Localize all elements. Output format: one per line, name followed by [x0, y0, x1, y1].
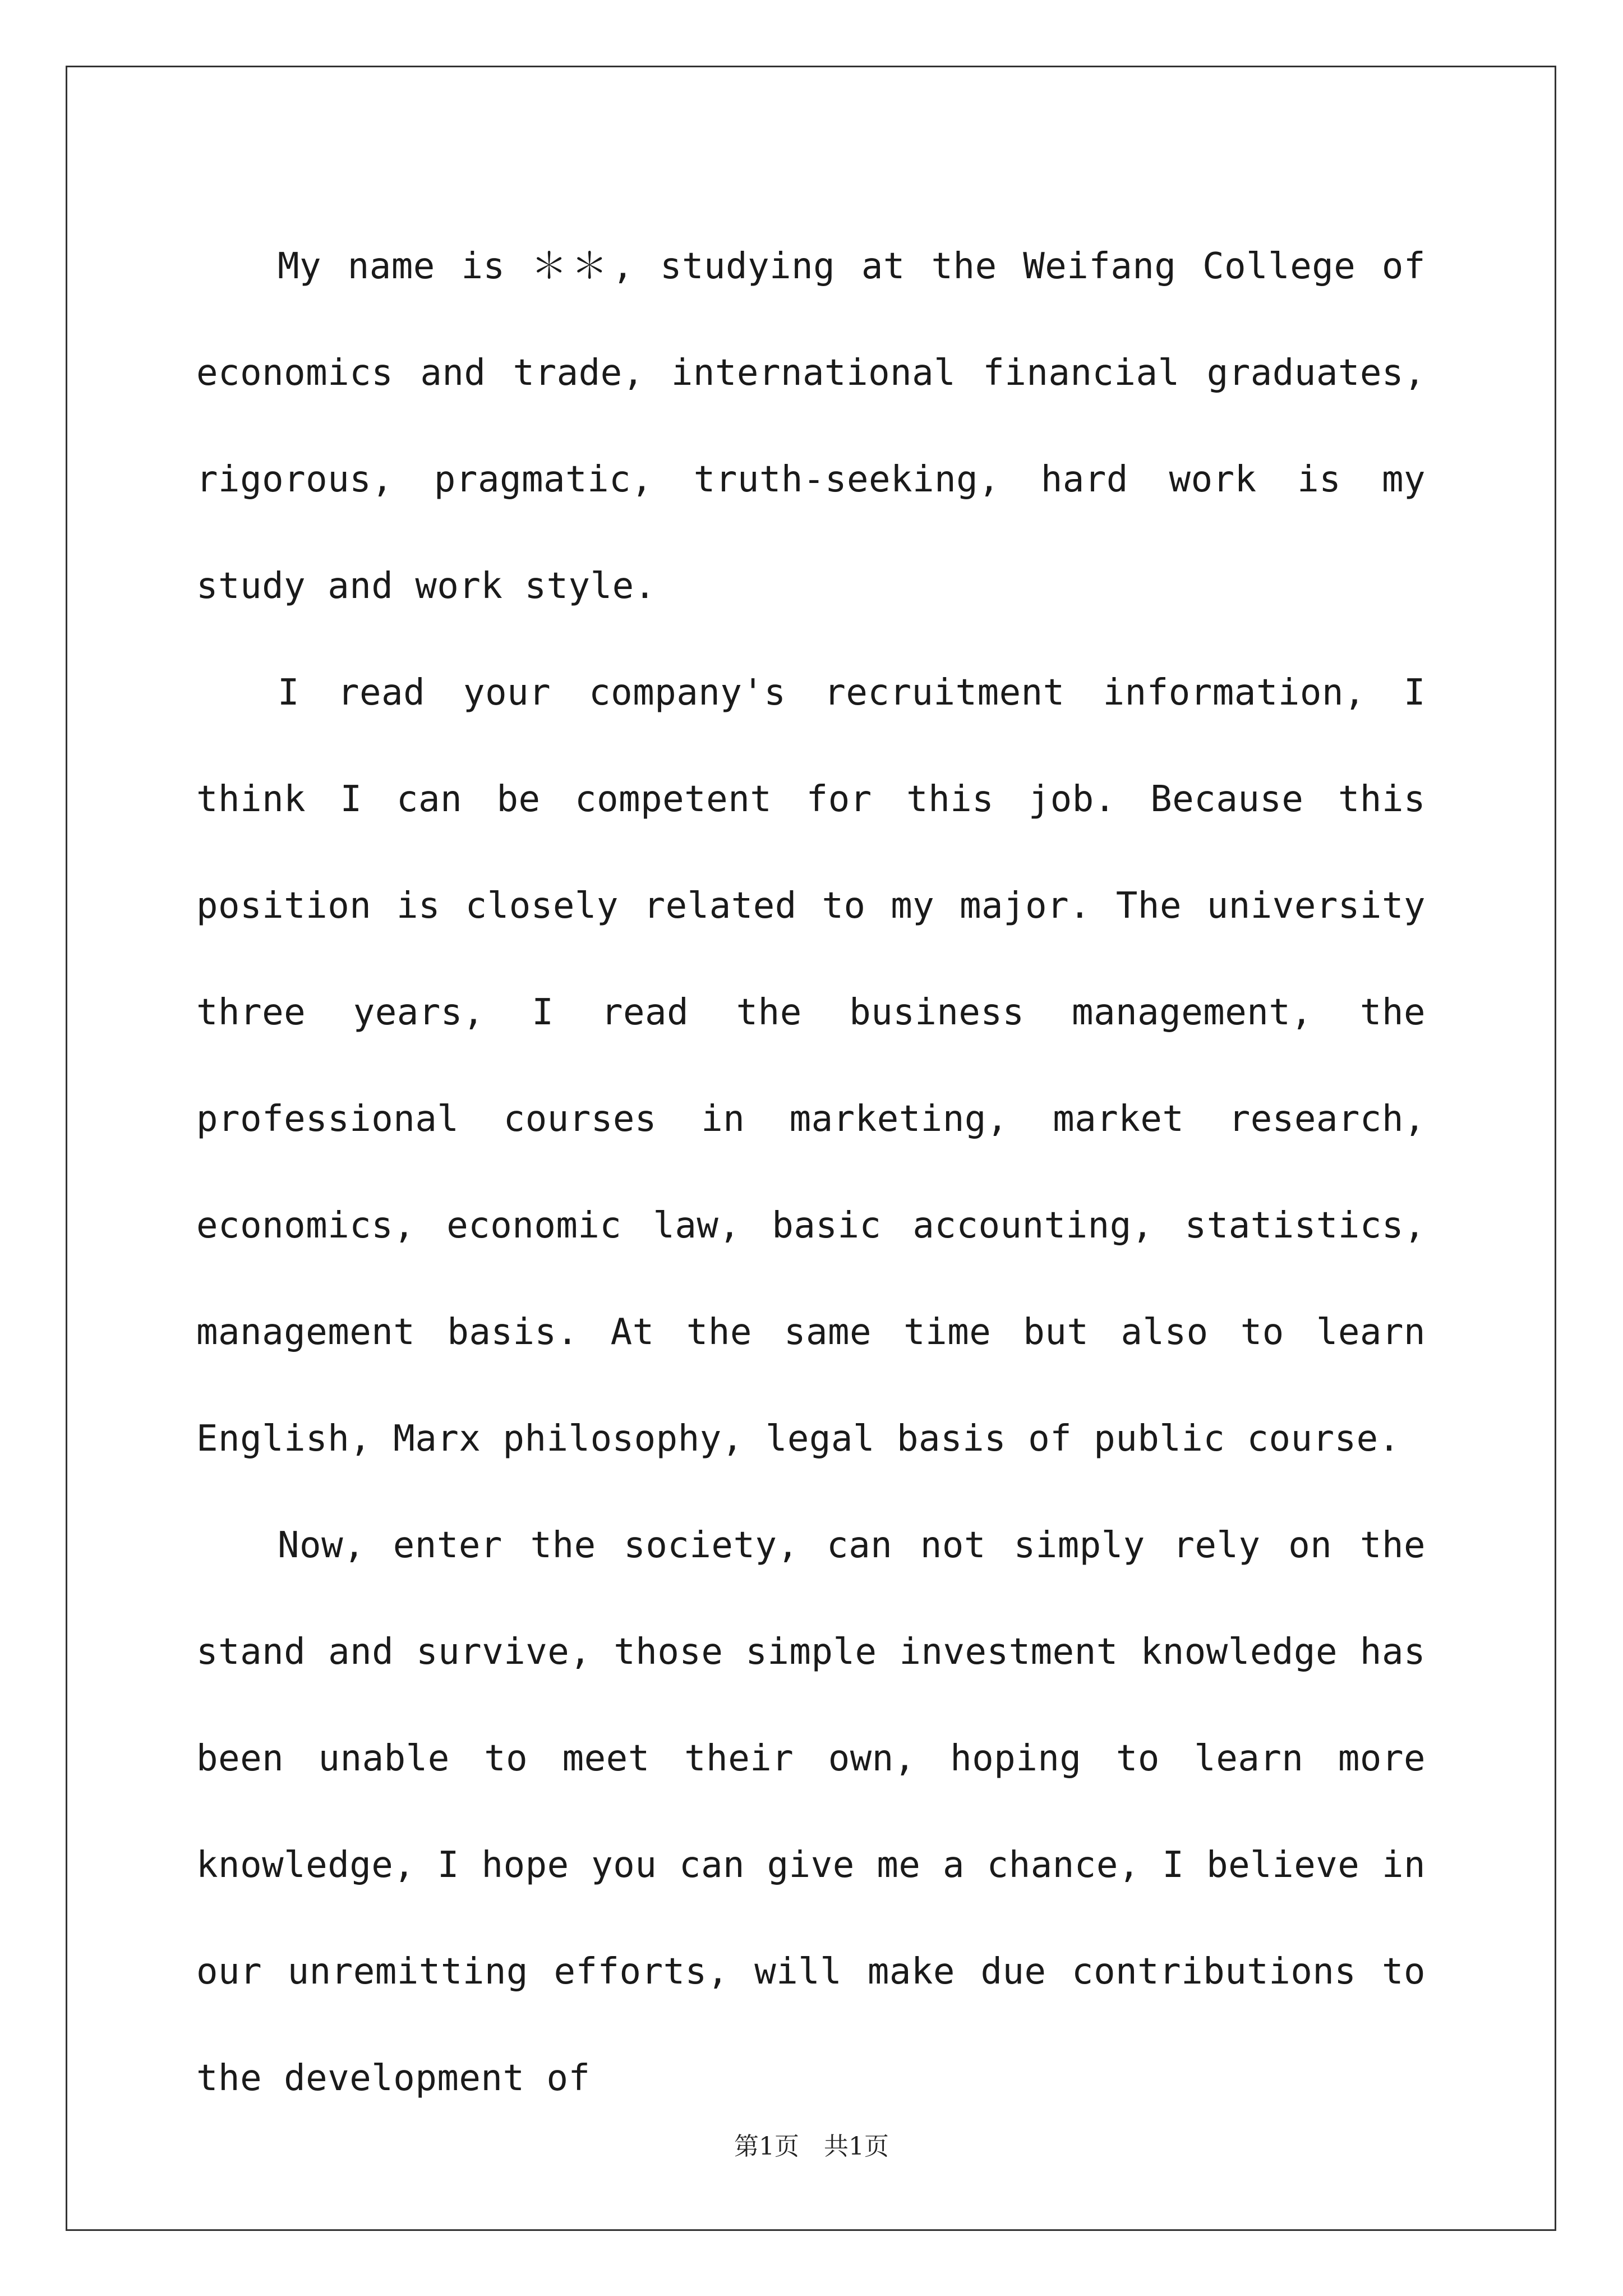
paragraph-1: My name is ＊＊, studying at the Weifang College of economics and trade, international financial graduates, rigorous, pragmatic, truth-seeking, hard work is my study and work style. [196, 246, 1426, 607]
document-body [196, 213, 1426, 2132]
page-number-footer: 第1页 共1页 [734, 2132, 889, 2161]
paragraph-2: I read your company's recruitment information, I think I can be competent for this job. Because this position is closely related to my major. The university three years, I read the business management, the professional courses in marketing, market research, economics, economic law, basic accounting, statistics, management basis. At the same time but also to learn English, Marx philosophy, legal basis of public course. [196, 672, 1426, 1460]
paragraph-3: Now, enter the society, can not simply rely on the stand and survive, those simple investment knowledge has been unable to meet their own, hoping to learn more knowledge, I hope you can give me a chance, I believe in our unremitting efforts, will make due contributions to the development of [196, 1525, 1426, 2099]
